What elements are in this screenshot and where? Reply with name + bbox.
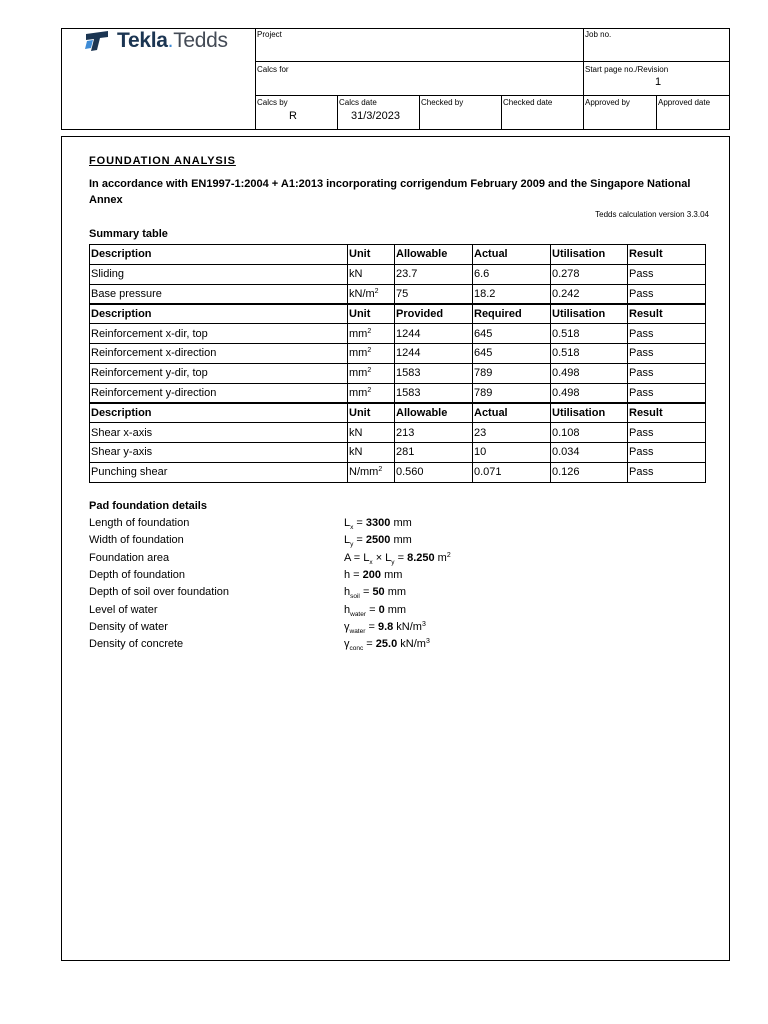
formula-value: 9.8 (377, 620, 394, 633)
formula-sub: x (369, 558, 373, 566)
cell-result (628, 363, 706, 383)
cell-description (90, 383, 348, 403)
cell-text: 1244 (396, 347, 421, 360)
cell-unit (348, 383, 395, 403)
formula-eq: = (363, 638, 376, 651)
cell-unit (348, 442, 395, 462)
summary-table (89, 244, 706, 483)
formula-unit: mm (384, 603, 407, 616)
pad-detail-formula (344, 604, 406, 616)
checkedby-cell (419, 95, 501, 129)
tekla-logo-icon (84, 30, 112, 52)
cell-utilisation (551, 383, 628, 403)
header-utilisation: Utilisation (551, 304, 628, 324)
header-col4: Required (473, 304, 551, 324)
cell-text: 6.6 (474, 268, 490, 281)
pad-detail-label: Foundation area (89, 551, 170, 564)
table-row (90, 442, 706, 462)
header-description: Description (90, 245, 348, 265)
pad-details-title: Pad foundation details (89, 500, 207, 512)
cell-text: Pass (629, 268, 654, 281)
cell-text: 0.560 (396, 466, 424, 479)
cell-unit (348, 284, 395, 304)
formula-sub: y (350, 541, 354, 549)
formula-sym: L (344, 517, 351, 529)
cell-text: mm (349, 327, 368, 340)
calc-version: Tedds calculation version 3.3.04 (595, 210, 709, 219)
pad-detail-label: Length of foundation (89, 517, 190, 529)
cell-unit (348, 264, 395, 284)
cell-text: 645 (474, 327, 493, 340)
header-utilisation: Utilisation (551, 403, 628, 423)
formula-sub2: y (391, 558, 395, 566)
formula-value: 25.0 (375, 638, 398, 651)
cell-text: kN (349, 426, 363, 439)
summary-title: Summary table (89, 228, 168, 240)
cell-text: Pass (629, 287, 654, 300)
pad-detail-label: Level of water (89, 603, 158, 616)
table-row (90, 363, 706, 383)
cell-text: Pass (629, 386, 654, 399)
cell-text: Pass (629, 466, 654, 479)
cell-text: 0.071 (474, 466, 502, 479)
table-row (90, 423, 706, 443)
approvedby-label: Approved by (585, 98, 630, 107)
calcsfor-label: Calcs for (257, 65, 289, 74)
formula-sym: A = L (344, 551, 370, 564)
header-result: Result (628, 304, 706, 324)
formula-sub: soil (350, 593, 360, 601)
formula-sym: γ (344, 638, 350, 651)
cell-col4 (473, 363, 551, 383)
cell-result (628, 383, 706, 403)
formula-sub: conc (349, 645, 364, 653)
title-block (61, 28, 730, 130)
cell-result (628, 343, 706, 363)
cell-col4 (473, 284, 551, 304)
project-label: Project (257, 30, 282, 39)
pad-detail-label: Density of water (89, 620, 168, 633)
cell-text: Reinforcement y-direction (91, 386, 217, 399)
cell-col4 (473, 264, 551, 284)
formula-eq: = (353, 517, 366, 529)
cell-result (628, 324, 706, 344)
cell-col4 (473, 343, 551, 363)
cell-text: Pass (629, 327, 654, 340)
header-col3: Allowable (395, 403, 473, 423)
header-col4: Actual (473, 403, 551, 423)
checkedby-label: Checked by (421, 98, 464, 107)
table-row (90, 383, 706, 403)
cell-text: Pass (629, 367, 654, 380)
cell-col3 (395, 343, 473, 363)
pad-detail-formula (344, 586, 407, 601)
unit-superscript: 2 (367, 327, 372, 335)
cell-unit (348, 423, 395, 443)
cell-text: 75 (396, 287, 409, 300)
cell-description (90, 442, 348, 462)
cell-text: kN/m (349, 287, 375, 300)
approveddate-label: Approved date (658, 98, 711, 107)
formula-unit: mm (390, 517, 412, 529)
formula-sym: γ (344, 620, 350, 633)
summary-header-row (90, 245, 706, 265)
formula-eq: = (353, 534, 366, 547)
formula-unit: mm (381, 568, 403, 581)
unit-superscript: 2 (374, 287, 379, 295)
cell-utilisation (551, 462, 628, 482)
cell-text: 789 (474, 367, 493, 380)
cell-text: Reinforcement x-direction (91, 347, 217, 360)
header-col3: Provided (395, 304, 473, 324)
checkeddate-cell (501, 95, 583, 129)
cell-description (90, 462, 348, 482)
formula-unit: kN/m (397, 638, 426, 651)
cell-col3 (395, 324, 473, 344)
pad-detail-label: Density of concrete (89, 638, 184, 651)
cell-unit (348, 363, 395, 383)
cell-result (628, 442, 706, 462)
formula-value: 200 (362, 568, 382, 581)
cell-text: Shear y-axis (91, 446, 153, 459)
calcsfor-cell (255, 61, 583, 95)
unit-superscript: 2 (367, 367, 372, 375)
formula-unit: m (434, 551, 447, 564)
formula-unit: mm (390, 534, 412, 547)
table-row (90, 343, 706, 363)
cell-text: kN (349, 446, 363, 459)
header-unit: Unit (348, 245, 395, 265)
cell-col3 (395, 423, 473, 443)
cell-text: 1583 (396, 386, 421, 399)
cell-text: 0.278 (552, 268, 580, 281)
calcsby-label: Calcs by (257, 98, 288, 107)
cell-text: 645 (474, 347, 493, 360)
checkeddate-label: Checked date (503, 98, 553, 107)
summary-header-row (90, 304, 706, 324)
formula-sub: x (350, 524, 354, 532)
formula-eq: = (394, 551, 408, 564)
cell-text: N/mm (349, 466, 379, 479)
formula-value: 3300 (365, 517, 391, 529)
formula-value: 0 (378, 603, 385, 616)
approvedby-cell (583, 95, 656, 129)
header-result: Result (628, 245, 706, 265)
formula-unit-sup: 2 (446, 551, 451, 559)
pad-detail-formula (344, 534, 412, 549)
cell-text: Punching shear (91, 466, 168, 479)
pad-detail-formula (344, 517, 412, 532)
section-title: FOUNDATION ANALYSIS (89, 155, 236, 167)
cell-text: 213 (396, 426, 415, 439)
project-cell (255, 29, 583, 61)
formula-unit-sup: 3 (421, 620, 426, 628)
cell-text: Pass (629, 446, 654, 459)
jobno-label: Job no. (585, 30, 612, 39)
formula-sub: water (349, 627, 366, 635)
header-description: Description (90, 304, 348, 324)
cell-text: mm (349, 367, 368, 380)
header-utilisation: Utilisation (551, 245, 628, 265)
cell-text: 1583 (396, 367, 421, 380)
formula-sym: L (344, 534, 351, 547)
header-unit: Unit (348, 403, 395, 423)
cell-text: 789 (474, 386, 493, 399)
pad-detail-formula (344, 569, 402, 581)
cell-description (90, 284, 348, 304)
cell-description (90, 363, 348, 383)
formula-eq: = (350, 568, 363, 581)
cell-text: 23.7 (396, 268, 418, 281)
standard-reference: In accordance with EN1997-1:2004 + A1:2013 incorporating corrigendum February 2009 and the Singapore National Annex (89, 178, 691, 206)
cell-text: 10 (474, 446, 487, 459)
calcsby-cell (255, 95, 337, 129)
table-row (90, 264, 706, 284)
cell-text: Pass (629, 347, 654, 360)
cell-text: 0.126 (552, 466, 580, 479)
pad-detail-formula (344, 621, 426, 633)
cell-description (90, 423, 348, 443)
header-col3: Allowable (395, 245, 473, 265)
cell-text: 1244 (396, 327, 421, 340)
cell-col3 (395, 442, 473, 462)
unit-superscript: 2 (378, 466, 383, 474)
cell-text: Shear x-axis (91, 426, 153, 439)
calculation-sheet (61, 136, 730, 961)
cell-utilisation (551, 442, 628, 462)
cell-text: Base pressure (91, 287, 162, 300)
cell-utilisation (551, 264, 628, 284)
cell-description (90, 343, 348, 363)
cell-result (628, 462, 706, 482)
cell-result (628, 264, 706, 284)
cell-text: 0.518 (552, 327, 580, 340)
cell-col3 (395, 462, 473, 482)
formula-unit-sup: 3 (425, 638, 430, 646)
cell-utilisation (551, 343, 628, 363)
header-unit: Unit (348, 304, 395, 324)
formula-sub: water (350, 610, 367, 618)
cell-col3 (395, 284, 473, 304)
startpage-cell (583, 61, 730, 95)
cell-utilisation (551, 284, 628, 304)
startpage-label: Start page no./Revision (585, 65, 669, 74)
cell-col4 (473, 442, 551, 462)
cell-text: 23 (474, 426, 487, 439)
logo-text: Tekla.Tedds (117, 29, 228, 52)
calcsby-value: R (289, 110, 297, 122)
formula-value: 50 (372, 586, 385, 599)
cell-utilisation (551, 423, 628, 443)
cell-col4 (473, 423, 551, 443)
cell-text: 0.034 (552, 446, 580, 459)
formula-sym: h (344, 568, 351, 581)
cell-description (90, 324, 348, 344)
formula-mid: × L (372, 551, 392, 564)
cell-col3 (395, 383, 473, 403)
cell-text: mm (349, 347, 368, 360)
cell-text: 0.498 (552, 367, 580, 380)
header-description: Description (90, 403, 348, 423)
cell-col4 (473, 383, 551, 403)
formula-eq: = (359, 586, 373, 599)
cell-text: Reinforcement y-dir, top (91, 367, 208, 380)
formula-unit: mm (384, 586, 407, 599)
cell-unit (348, 324, 395, 344)
table-row (90, 284, 706, 304)
cell-col4 (473, 462, 551, 482)
summary-header-row (90, 403, 706, 423)
cell-col4 (473, 324, 551, 344)
pad-detail-formula (344, 552, 451, 564)
cell-text: 0.242 (552, 287, 580, 300)
pad-detail-label: Depth of foundation (89, 568, 186, 581)
pad-detail-label: Depth of soil over foundation (89, 586, 230, 599)
pad-detail-formula (344, 638, 430, 653)
cell-utilisation (551, 363, 628, 383)
cell-unit (348, 462, 395, 482)
approveddate-cell (656, 95, 730, 129)
calcsdate-label: Calcs date (339, 98, 377, 107)
jobno-cell (583, 29, 730, 61)
cell-text: Pass (629, 426, 654, 439)
table-row (90, 324, 706, 344)
cell-result (628, 423, 706, 443)
cell-text: 281 (396, 446, 415, 459)
formula-eq: = (366, 603, 379, 616)
header-col4: Actual (473, 245, 551, 265)
cell-text: 18.2 (474, 287, 496, 300)
formula-value: 2500 (365, 534, 391, 547)
cell-text: 0.498 (552, 386, 580, 399)
cell-description (90, 264, 348, 284)
unit-superscript: 2 (367, 347, 372, 355)
cell-col3 (395, 264, 473, 284)
startpage-value: 1 (655, 76, 662, 88)
cell-result (628, 284, 706, 304)
cell-text: Sliding (91, 268, 125, 281)
cell-text: Reinforcement x-dir, top (91, 327, 208, 340)
cell-text: 0.108 (552, 426, 580, 439)
cell-utilisation (551, 324, 628, 344)
formula-eq: = (365, 620, 378, 633)
pad-detail-label: Width of foundation (89, 534, 184, 547)
cell-text: kN (349, 268, 363, 281)
cell-text: mm (349, 386, 368, 399)
unit-superscript: 2 (367, 386, 372, 394)
table-row (90, 462, 706, 482)
cell-col3 (395, 363, 473, 383)
formula-sym: h (344, 586, 351, 599)
calcsdate-value: 31/3/2023 (351, 110, 400, 122)
calcsdate-cell (337, 95, 419, 129)
formula-sym: h (344, 603, 351, 616)
formula-unit: kN/m (393, 620, 422, 633)
tekla-tedds-logo (84, 29, 228, 53)
formula-value: 8.250 (407, 551, 435, 564)
header-result: Result (628, 403, 706, 423)
cell-unit (348, 343, 395, 363)
cell-text: 0.518 (552, 347, 580, 360)
